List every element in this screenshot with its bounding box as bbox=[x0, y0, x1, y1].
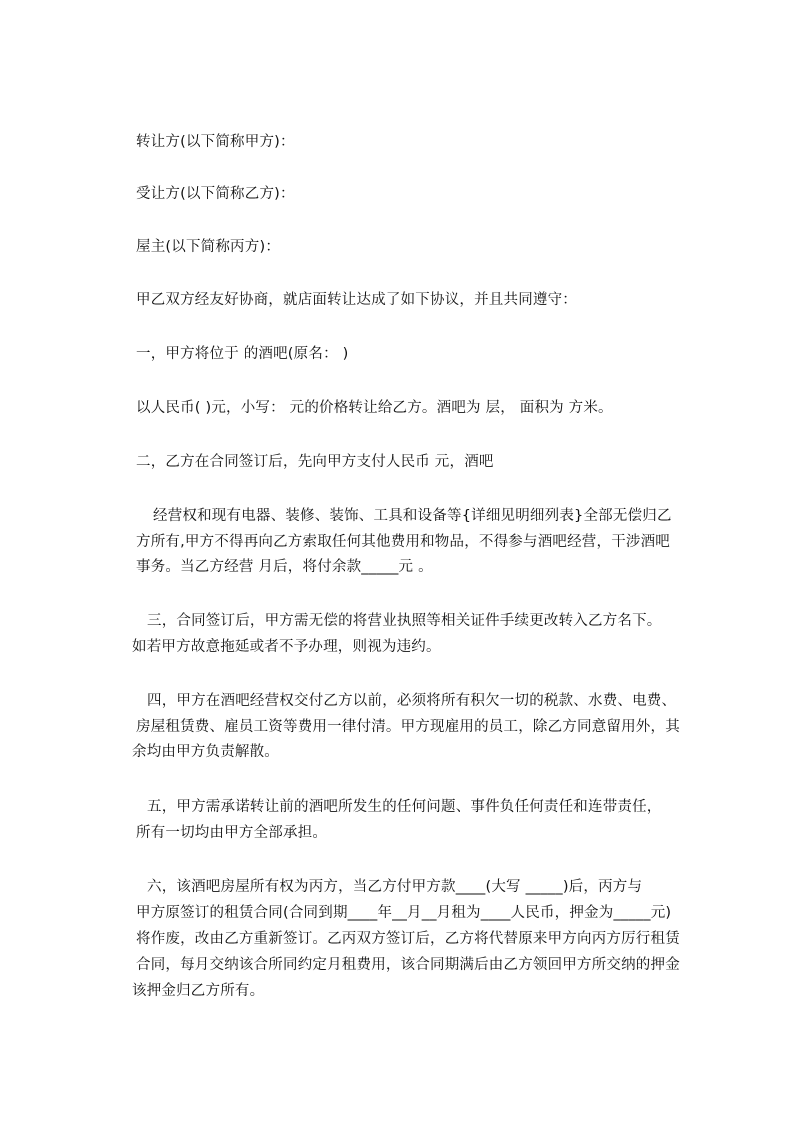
clause-4-line-1: 四，甲方在酒吧经营权交付乙方以前，必须将所有积欠一切的税款、水费、电费、 bbox=[147, 693, 677, 709]
clause-4-line-3: 余均由甲方负责解散。 bbox=[132, 744, 279, 760]
clause-6-line-2: 甲方原签订的租赁合同(合同到期____年__月__月租为____人民币，押金为_____元) bbox=[136, 905, 672, 921]
clause-2-line-2: 经营权和现有电器、装修、装饰、工具和设备等{详细见明细列表}全部无偿归乙 bbox=[153, 508, 672, 524]
transferor-line: 转让方(以下简称甲方)： bbox=[136, 134, 295, 150]
clause-3-line-1: 三，合同签订后，甲方需无偿的将营业执照等相关证件手续更改转入乙方名下。 bbox=[147, 613, 662, 629]
landlord-line: 屋主(以下简称丙方)： bbox=[136, 239, 281, 255]
clause-6-line-1: 六，该酒吧房屋所有权为丙方，当乙方付甲方款____(大写 _____)后，丙方与 bbox=[147, 879, 643, 895]
clause-1-line-2: 以人民币( )元，小写： 元的价格转让给乙方。酒吧为 层， 面积为 方米。 bbox=[136, 400, 613, 416]
clause-2-line-1: 二，乙方在合同签订后，先向甲方支付人民币 元，酒吧 bbox=[136, 454, 494, 470]
clause-2-line-4: 事务。当乙方经营 月后，将付余款_____元 。 bbox=[136, 559, 433, 575]
intro-paragraph: 甲乙双方经友好协商，就店面转让达成了如下协议，并且共同遵守： bbox=[136, 292, 577, 308]
clause-2-line-3: 方所有,甲方不得再向乙方索取任何其他费用和物品，不得参与酒吧经营，干涉酒吧 bbox=[136, 534, 671, 550]
clause-1-line-1: 一，甲方将位于 的酒吧(原名： ) bbox=[136, 346, 349, 362]
clause-3-line-2: 如若甲方故意拖延或者不予办理，则视为违约。 bbox=[132, 639, 441, 655]
clause-6-line-5: 该押金归乙方所有。 bbox=[132, 983, 265, 999]
clause-4-line-2: 房屋租赁费、雇员工资等费用一律付清。甲方现雇用的员工，除乙方同意留用外，其 bbox=[136, 719, 680, 735]
clause-5-line-1: 五，甲方需承诺转让前的酒吧所发生的任何问题、事件负任何责任和连带责任， bbox=[147, 799, 662, 815]
clause-6-line-4: 合同，每月交纳该合所同约定月租费用，该合同期满后由乙方领回甲方所交纳的押金 bbox=[136, 957, 680, 973]
clause-6-line-3: 将作废，改由乙方重新签订。乙丙双方签订后，乙方将代替原来甲方向丙方厉行租赁 bbox=[136, 931, 680, 947]
clause-5-line-2: 所有一切均由甲方全部承担。 bbox=[136, 825, 328, 841]
transferee-line: 受让方(以下简称乙方)： bbox=[136, 186, 295, 202]
